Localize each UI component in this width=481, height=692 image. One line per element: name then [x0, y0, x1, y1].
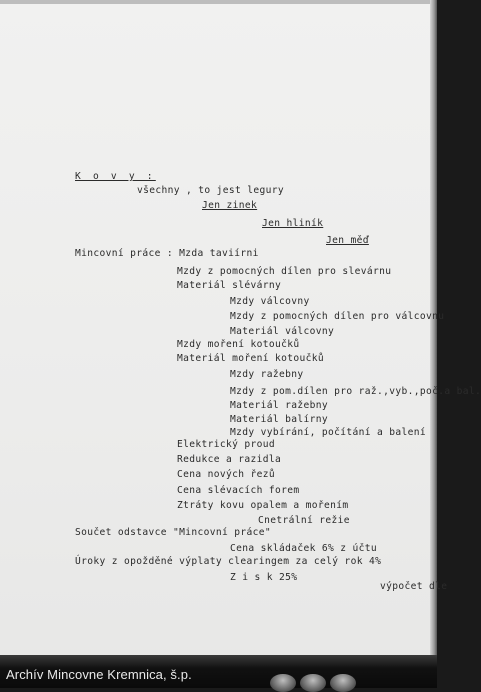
- doc-line: Cena slévacích forem: [177, 485, 300, 496]
- doc-line: Mzdy moření kotoučků: [177, 339, 300, 350]
- binder-ring-icon: [300, 674, 326, 692]
- heading-kovy: K o v y :: [75, 171, 156, 182]
- doc-line: Ztráty kovu opalem a mořením: [177, 500, 349, 511]
- binder-ring-icon: [330, 674, 356, 692]
- doc-line: Cena skládaček 6% z účtu: [230, 543, 378, 554]
- doc-line: Jen zinek: [202, 200, 258, 211]
- doc-line: Cena nových řezů: [177, 469, 276, 480]
- doc-line: Cnetrální režie: [258, 515, 350, 526]
- doc-line: výpočet dle: [380, 581, 448, 592]
- doc-line: Materiál balírny: [230, 414, 329, 425]
- doc-line: všechny , to jest legury: [137, 185, 285, 196]
- doc-line: Mzdy vybírání, počítání a balení: [230, 427, 427, 438]
- doc-line: Z i s k 25%: [230, 572, 298, 583]
- doc-line: Mincovní práce : Mzda taviírni: [75, 248, 259, 259]
- doc-line: Materiál slévárny: [177, 280, 282, 291]
- archive-watermark: Archív Mincovne Kremnica, š.p.: [6, 667, 192, 682]
- binder-rings: [270, 674, 390, 688]
- doc-line: Mzdy z pom.dílen pro raž.,vyb.,poč.a bal.: [230, 386, 481, 397]
- doc-line: Redukce a razidla: [177, 454, 282, 465]
- doc-line: Mzdy válcovny: [230, 296, 310, 307]
- doc-line: Materiál ražebny: [230, 400, 329, 411]
- doc-line: Materiál moření kotoučků: [177, 353, 325, 364]
- doc-line: Jen hliník: [262, 218, 324, 229]
- doc-line: Úroky z opožděné výplaty clearingem za celý rok 4%: [75, 556, 382, 567]
- doc-line: Materiál válcovny: [230, 326, 335, 337]
- doc-line: Mzdy z pomocných dílen pro válcovnu: [230, 311, 445, 322]
- doc-line: Mzdy ražebny: [230, 369, 304, 380]
- page-top-edge: [0, 0, 437, 4]
- binder-ring-icon: [270, 674, 296, 692]
- doc-line: Jen měď: [326, 235, 369, 246]
- doc-line: Elektrický proud: [177, 439, 276, 450]
- doc-line: Mzdy z pomocných dílen pro slevárnu: [177, 266, 392, 277]
- doc-line: Součet odstavce "Mincovní práce": [75, 527, 272, 538]
